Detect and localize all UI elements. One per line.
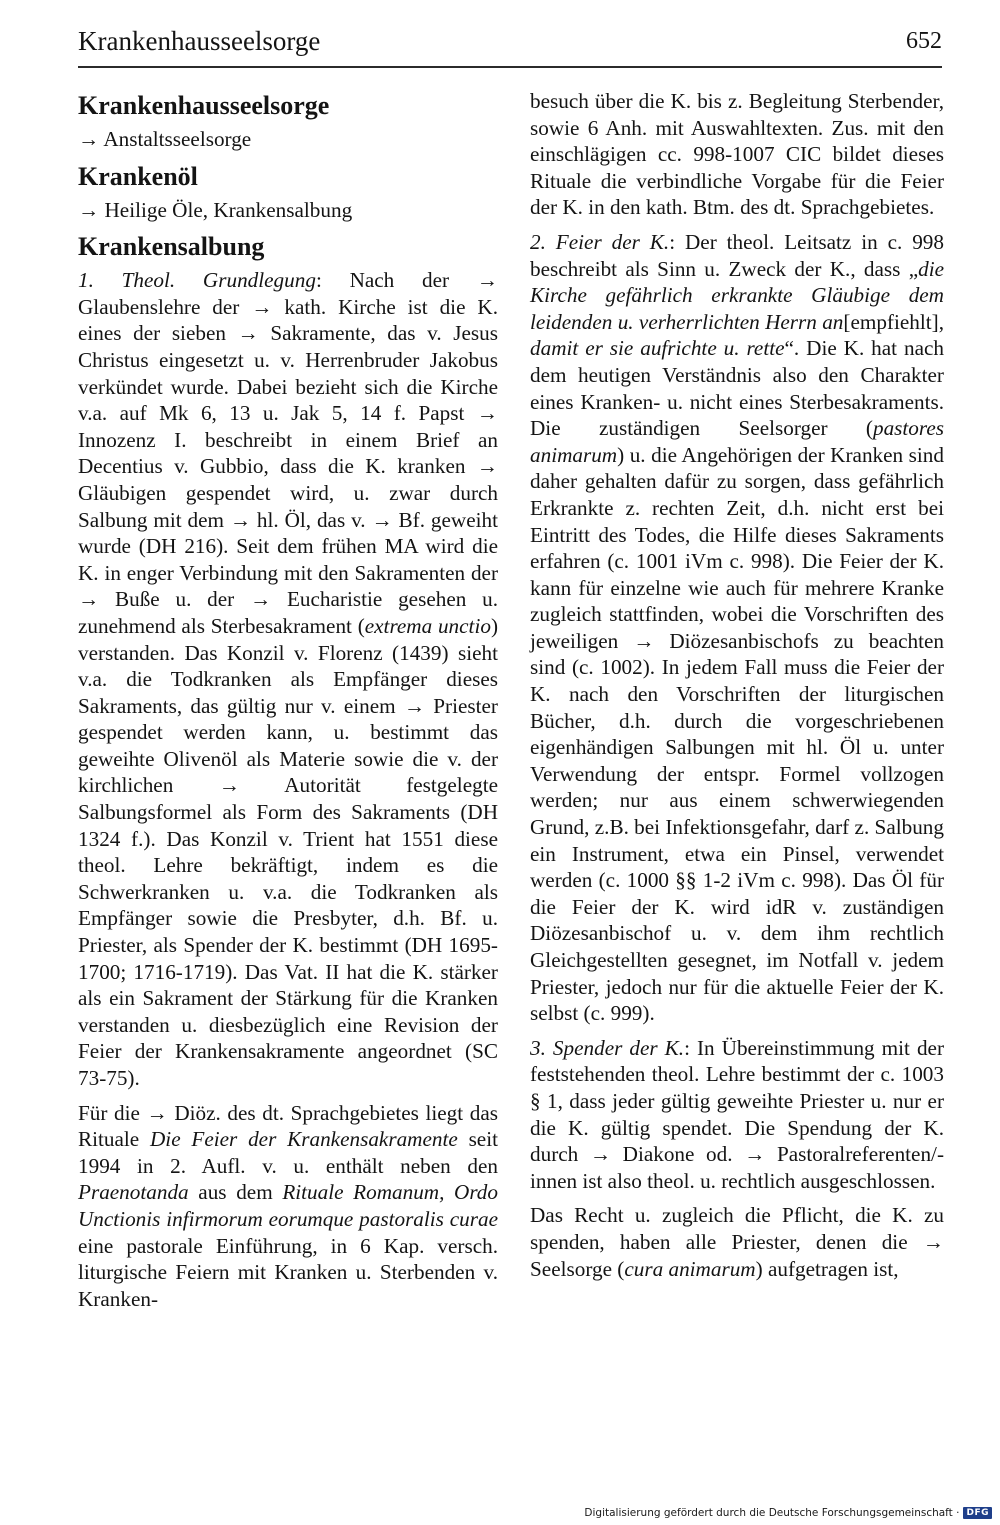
body-text: : In Übereinstimmung mit der feststehenden theol. Lehre bestimmt der c. 1003 § 1, dass jeder gültig geweihte Priester u. nur er die K. gültig spendet. Die Spendung der K. durch → Diakone od. → Pastoralreferenten/-innen ist also theol. u. rechtlich ausgeschlossen. xyxy=(530,1035,944,1193)
paragraph-continuation: besuch über die K. bis z. Begleitung Sterbender, sowie 6 Anh. mit Auswahltexten. Zus. mit den einschlägigen cc. 998-1007 CIC bildet dieses Rituale die verbindliche Vorgabe für die Feier der K. in den kath. Btm. des dt. Sprachgebietes. xyxy=(530,89,944,220)
page-header xyxy=(78,22,942,68)
right-column xyxy=(530,88,944,1290)
headword-krankenhausseelsorge: Krankenhausseelsorge xyxy=(78,91,330,120)
body-text: seit 1994 in 2. Aufl. v. u. enthält neben den xyxy=(78,1127,498,1178)
section-theol-grundlegung xyxy=(78,267,498,1091)
section-feier xyxy=(530,229,944,1027)
italic-term: extrema unctio xyxy=(364,613,491,638)
italic-title: Die Feier der Krankensakramente xyxy=(150,1127,458,1152)
italic-title: Rituale Romanum, Ordo Unctionis infirmorum eorumque pastoralis curae xyxy=(78,1180,498,1231)
body-text: aus dem xyxy=(188,1180,283,1205)
headword-krankensalbung: Krankensalbung xyxy=(78,232,265,262)
page-number: 652 xyxy=(906,28,942,54)
section-label: 3. Spender der K. xyxy=(530,1035,685,1060)
body-text: eine pastorale Einführung, in 6 Kap. versch. liturgische Feiern mit Kranken u. Sterbenden v. Kranken- xyxy=(78,1233,498,1311)
body-text: : Der theol. Leitsatz in c. 998 beschreibt als Sinn u. Zweck der K., dass „ xyxy=(530,229,944,281)
left-column xyxy=(78,88,498,1320)
italic-term: Praenotanda xyxy=(78,1180,189,1205)
body-text: ) verstanden. Das Konzil v. Florenz (1439) sieht v.a. die Todkranken als Empfänger dieses Sakraments, das gültig nur v. einem → Priester gespendet werden kann, u. bestimmt das geweihte Olivenöl als Materie sowie die v. der kirchlichen → Autorität festgelegte Salbungsformel als Form des Sakraments (DH 1324 f.). Das Konzil v. Trient hat 1551 diese theol. Lehre bekräftigt, indem es die Schwerkranken u. v.a. die Todkranken als Empfänger sowie die Presbyter, d.h. Bf. u. Priester, als Spender der K. bestimmt (DH 1695-1700; 1716-1719). Das Vat. II hat die K. stärker als ein Sakrament der Stärkung für die Kranken verstanden u. diesbezüglich eine Revision der Feier der Krankensakramente angeordnet (SC 73-75). xyxy=(78,613,498,1090)
paragraph-recht-pflicht xyxy=(530,1202,944,1282)
funding-credit: Digitalisierung gefördert durch die Deutsche Forschungsgemeinschaft · xyxy=(584,1507,960,1519)
italic-quote: damit er sie aufrichte u. rette xyxy=(530,336,785,361)
cross-reference: → Anstaltsseelsorge xyxy=(78,127,252,151)
body-text: Für die → Diöz. des dt. Sprachgebietes liegt das Rituale xyxy=(78,1100,498,1152)
body-text: Das Recht u. zugleich die Pflicht, die K. zu spenden, haben alle Priester, denen die → Seelsorge ( xyxy=(530,1203,944,1281)
headword-krankenoel: Krankenöl xyxy=(78,161,198,191)
running-title: Krankenhausseelsorge xyxy=(78,26,321,56)
cross-reference: → Heilige Öle, Krankensalbung xyxy=(78,197,353,222)
body-text: : Nach der → Glaubenslehre der → kath. Kirche ist die K. eines der sieben → Sakramente, das v. Jesus Christus eingesetzt u. v. Herrenbruder Jakobus verkündet wurde. Dabei bezieht sich die Kirche v.a. auf Mk 6, 13 u. Jak 5, 14 f. Papst → Innozenz I. beschreibt in einem Brief an Decentius v. Gubbio, dass die K. kranken → Gläubigen gespendet wird, u. zwar durch Salbung mit dem → hl. Öl, das v. → Bf. geweiht wurde (DH 216). Seit dem frühen MA wird die K. in enger Verbindung mit den Sakramenten der → Buße u. der → Eucharistie gesehen u. zunehmend als Sterbesakrament ( xyxy=(78,268,498,638)
digitization-footer xyxy=(584,1507,992,1519)
body-text: ) aufgetragen ist, xyxy=(755,1256,899,1281)
body-text: “. Die K. hat nach dem heutigen Verständnis also den Charakter eines Kranken- u. nicht eines Sterbesakraments. Die zuständigen Seelsorger ( xyxy=(530,336,944,441)
paragraph-rituale xyxy=(78,1100,498,1313)
body-text: [empfiehlt], xyxy=(843,309,944,334)
section-label: 2. Feier der K. xyxy=(530,229,670,254)
section-spender xyxy=(530,1035,944,1195)
italic-term: cura animarum xyxy=(624,1256,756,1281)
section-label: 1. Theol. Grundlegung xyxy=(78,268,316,293)
italic-term: pastores animarum xyxy=(530,416,944,467)
body-text: ) u. die Angehörigen der Kranken sind daher gehalten dafür zu sorgen, dass gefährlich Erkrankte z. rechten Zeit, d.h. nicht erst bei Eintritt des Todes, die Hilfe dieses Sakraments erfahren (c. 1001 iVm c. 998). Die Feier der K. kann für einzelne wie auch für mehrere Kranke zugleich stattfinden, wobei die Vorschriften des jeweiligen → Diözesanbischofs zu beachten sind (c. 1002). In jedem Fall muss die Feier der K. nach den Vorschriften der liturgischen Bücher, d.h. durch die vorgeschriebenen eigenhändigen Salbungen mit hl. Öl u. unter Verwendung der entspr. Formel vollzogen werden; nur aus einem schwerwiegenden Grund, z.B. bei Infektionsgefahr, darf z. Salbung ein Instrument, etwa ein Pinsel, verwendet werden (c. 1000 §§ 1-2 iVm c. 998). Das Öl für die Feier der K. wird idR v. zuständigen Diözesanbischof u. v. dem ihm rechtlich Gleichgestellten gesegnet, im Notfall v. jedem Priester, jedoch nur für die aktuelle Feier der K. selbst (c. 999). xyxy=(530,442,944,1026)
dfg-logo: DFG xyxy=(963,1507,992,1519)
italic-quote: die Kirche gefährlich erkrankte Gläubige dem leidenden u. verherrlichten Herrn an xyxy=(530,256,944,334)
